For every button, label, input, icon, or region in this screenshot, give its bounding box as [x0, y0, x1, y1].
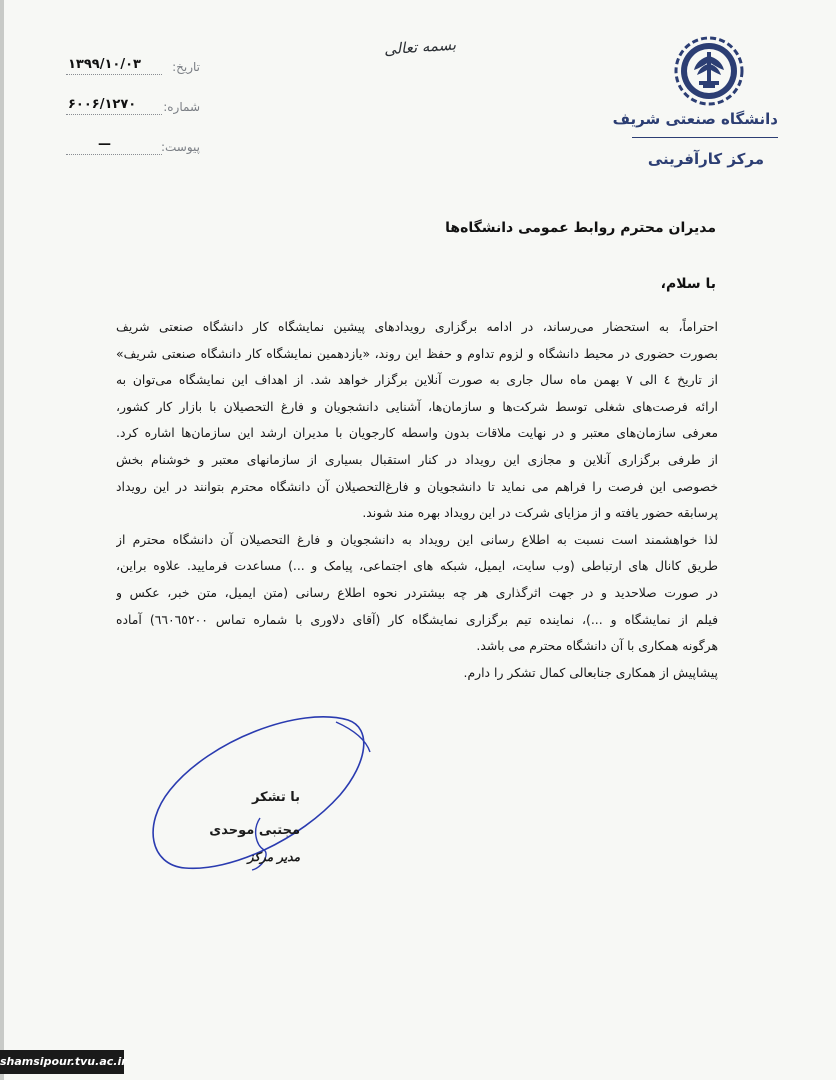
number-field [60, 97, 210, 140]
letter-meta [60, 57, 210, 180]
body-line: در صورت صلاحدید و در جهت اثرگذاری هر چه بیشتردر نحوه اطلاع رسانی (متن ایمیل، متن خبر، عکس و [116, 584, 718, 600]
attachment-value: — [98, 137, 111, 152]
body-line: احتراماً، به استحضار می‌رساند، در ادامه برگزاری رویدادهای پیشین نمایشگاه کار دانشگاه صنعتی شریف [116, 319, 718, 334]
center-name: مرکز کارآفرینی [647, 150, 764, 168]
body-line: بصورت حضوری در محیط دانشگاه و لزوم تداوم و حفظ این روند، «یازدهمین نمایشگاه کار دانشگاه صنعتی شریف» [116, 345, 718, 361]
number-dotted-line [66, 114, 162, 115]
number-label: شماره: [163, 100, 200, 114]
body-line: لذا خواهشمند است نسبت به اطلاع رسانی این رویداد به دانشجویان و فارغ التحصیلان آن دانشگاه محترم از [116, 531, 718, 547]
signature-block [200, 790, 300, 864]
university-name: دانشگاه صنعتی شریف [612, 110, 778, 128]
bismillah: بسمه تعالی [383, 35, 457, 59]
body-line: ارائه فرصت‌های شغلی توسط شرکت‌ها و سازمان‌ها، آشنایی دانشجویان و فارغ التحصیلان با بازار کار کشور، [116, 398, 718, 414]
body-line: معرفی سازمان‌های معتبر و در نهایت ملاقات بدون واسطه کارجویان با مدیران ارشد این سازمان‌ها اشاره کرد. [116, 425, 718, 441]
scan-edge [0, 0, 4, 1080]
body-line: پیشاپیش از همکاری جنابعالی کمال تشکر را دارم. [463, 664, 718, 680]
addressee: مدیران محترم روابط عمومی دانشگاه‌ها [445, 220, 716, 236]
signer-name: مجتبی موحدی [209, 823, 300, 838]
attachment-field [60, 137, 210, 180]
attachment-label: پیوست: [160, 140, 200, 154]
date-value: ۱۳۹۹/۱۰/۰۳ [68, 57, 141, 72]
body-line: خصوصی این فرصت را فراهم می نماید تا دانشجویان و فارغ‌التحصیلان آن دانشگاه محترم بتوانند در این رویداد [116, 478, 718, 494]
closing-thanks: با تشکر [251, 790, 300, 805]
university-logo-icon [672, 34, 746, 108]
letter-body [116, 314, 718, 686]
body-line: فیلم از نمایشگاه و ...)، نماینده تیم برگزاری نمایشگاه کار (آقای دلاوری با شماره تماس ٦٦٠٦٥٢٠٠) آماده [116, 611, 718, 627]
number-value: ۶۰۰۶/۱۲۷۰ [68, 97, 137, 112]
body-line: طریق کانال های ارتباطی (وب سایت، ایمیل، شبکه های اجتماعی، پیامک و ...) مساعدت فرمایید. علاوه براین، [116, 558, 718, 574]
attachment-dotted-line [66, 154, 162, 155]
body-line: از تاریخ ٤ الی ٧ بهمن ماه سال جاری به صورت آنلاین برگزار خواهد شد. از اهداف این نمایشگاه می‌توان به [116, 372, 718, 388]
site-watermark: shamsipour.tvu.ac.ir [0, 1050, 124, 1074]
body-line: هرگونه همکاری با آن دانشگاه محترم می باشد. [476, 638, 718, 654]
greeting: با سلام، [660, 276, 716, 292]
date-field [60, 57, 210, 100]
signer-title: مدیر مرکز [247, 850, 300, 864]
date-dotted-line [66, 74, 162, 75]
body-line: پرسابقه حضور یافته و از مزایای شرکت در این رویداد بهره مند شوند. [362, 505, 718, 521]
body-line: از طرفی برگزاری آنلاین و مجازی این رویداد در کنار استقبال بسیاری از سازمانهای معتبر و خوشنام بخش [116, 451, 718, 467]
header-divider [632, 137, 778, 138]
date-label: تاریخ: [172, 60, 200, 74]
